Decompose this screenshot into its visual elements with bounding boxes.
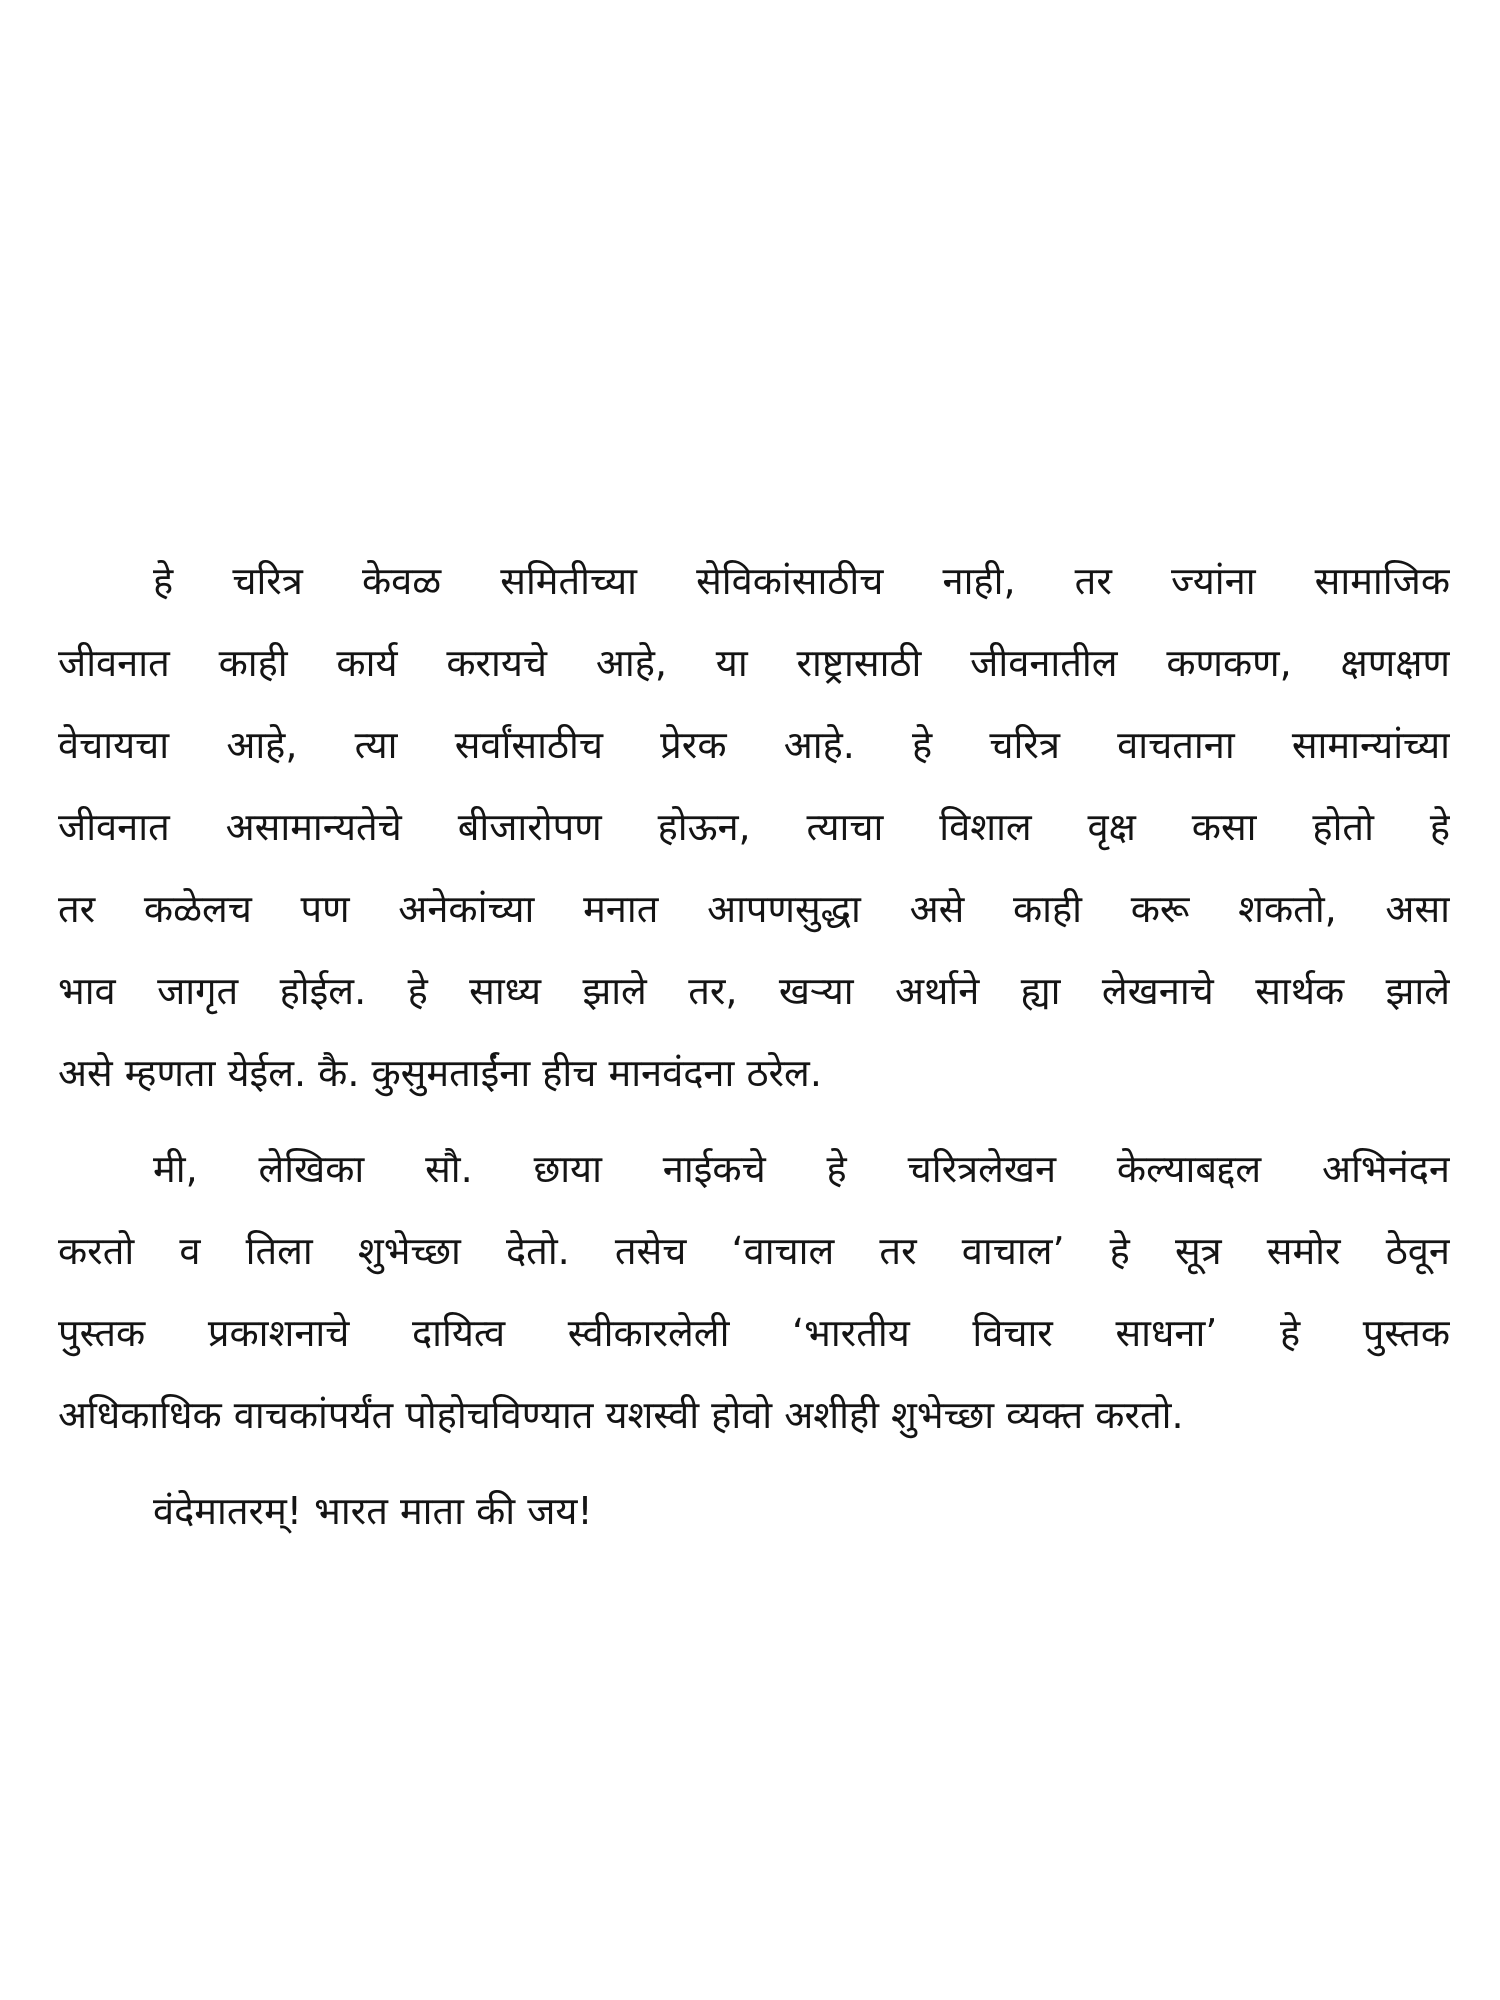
text-line: जीवनात काही कार्य करायचे आहे, या राष्ट्रासाठी जीवनातील कणकण, क्षणक्षण xyxy=(58,641,1450,685)
text-line: करतो व तिला शुभेच्छा देतो. तसेच ‘वाचाल तर वाचाल’ हे सूत्र समोर ठेवून xyxy=(58,1229,1450,1273)
text-line: असे म्हणता येईल. कै. कुसुमताईंना हीच मानवंदना ठरेल. xyxy=(58,1051,822,1095)
text-line: अधिकाधिक वाचकांपर्यंत पोहोचविण्यात यशस्वी होवो अशीही शुभेच्छा व्यक्त करतो. xyxy=(58,1393,1184,1437)
text-line: पुस्तक प्रकाशनाचे दायित्व स्वीकारलेली ‘भारतीय विचार साधना’ हे पुस्तक xyxy=(58,1311,1450,1355)
paragraph-3 xyxy=(58,1470,1450,1552)
body-text xyxy=(58,540,1450,1566)
paragraph-1 xyxy=(58,540,1450,1114)
text-line: वंदेमातरम्! भारत माता की जय! xyxy=(153,1489,593,1533)
text-line: तर कळेलच पण अनेकांच्या मनात आपणसुद्धा असे काही करू शकतो, असा xyxy=(58,887,1450,931)
paragraph-2 xyxy=(58,1128,1450,1456)
text-line: हे चरित्र केवळ समितीच्या सेविकांसाठीच नाही, तर ज्यांना सामाजिक xyxy=(153,559,1450,603)
text-line: मी, लेखिका सौ. छाया नाईकचे हे चरित्रलेखन केल्याबद्दल अभिनंदन xyxy=(153,1147,1450,1191)
text-line: जीवनात असामान्यतेचे बीजारोपण होऊन, त्याचा विशाल वृक्ष कसा होतो हे xyxy=(58,805,1450,849)
text-line: वेचायचा आहे, त्या सर्वांसाठीच प्रेरक आहे. हे चरित्र वाचताना सामान्यांच्या xyxy=(58,723,1450,767)
text-line: भाव जागृत होईल. हे साध्य झाले तर, खऱ्या अर्थाने ह्या लेखनाचे सार्थक झाले xyxy=(58,969,1450,1013)
